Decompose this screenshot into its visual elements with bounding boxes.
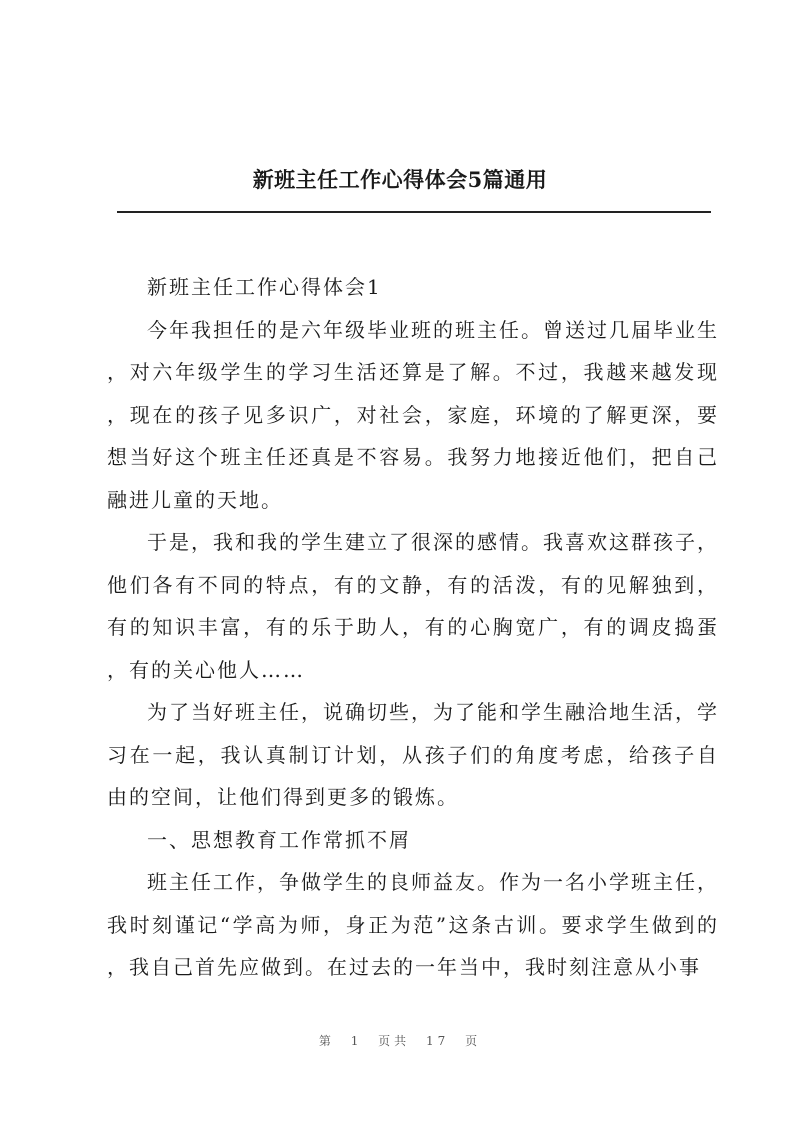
paragraph-3: 为了当好班主任，说确切些，为了能和学生融洽地生活，学习在一起，我认真制订计划，从孩子们的角度考虑，给孩子自由的空间，让他们得到更多的锻炼。 <box>107 700 719 809</box>
document-title: 新班主任工作心得体会5篇通用 <box>252 167 548 192</box>
document-body <box>107 266 719 989</box>
page-number-footer: 第 1 页共 17 页 <box>318 1034 482 1048</box>
section-subtitle: 新班主任工作心得体会1 <box>147 275 382 299</box>
title-underline <box>117 211 711 213</box>
paragraph-4: 班主任工作，争做学生的良师益友。作为一名小学班主任，我时刻谨记“学高为师，身正为范”这条古训。要求学生做到的，我自己首先应做到。在过去的一年当中，我时刻注意从小事 <box>107 870 719 979</box>
section-heading: 一、思想教育工作常抓不屑 <box>147 827 411 852</box>
paragraph-1: 今年我担任的是六年级毕业班的班主任。曾送过几届毕业生，对六年级学生的学习生活还算是了解。不过，我越来越发现，现在的孩子见多识广，对社会，家庭，环境的了解更深，要想当好这个班主任还真是不容易。我努力地接近他们，把自己融进儿童的天地。 <box>107 317 719 512</box>
paragraph-2: 于是，我和我的学生建立了很深的感情。我喜欢这群孩子，他们各有不同的特点，有的文静，有的活泼，有的见解独到，有的知识丰富，有的乐于助人，有的心胸宽广，有的调皮捣蛋，有的关心他人…… <box>107 530 719 682</box>
